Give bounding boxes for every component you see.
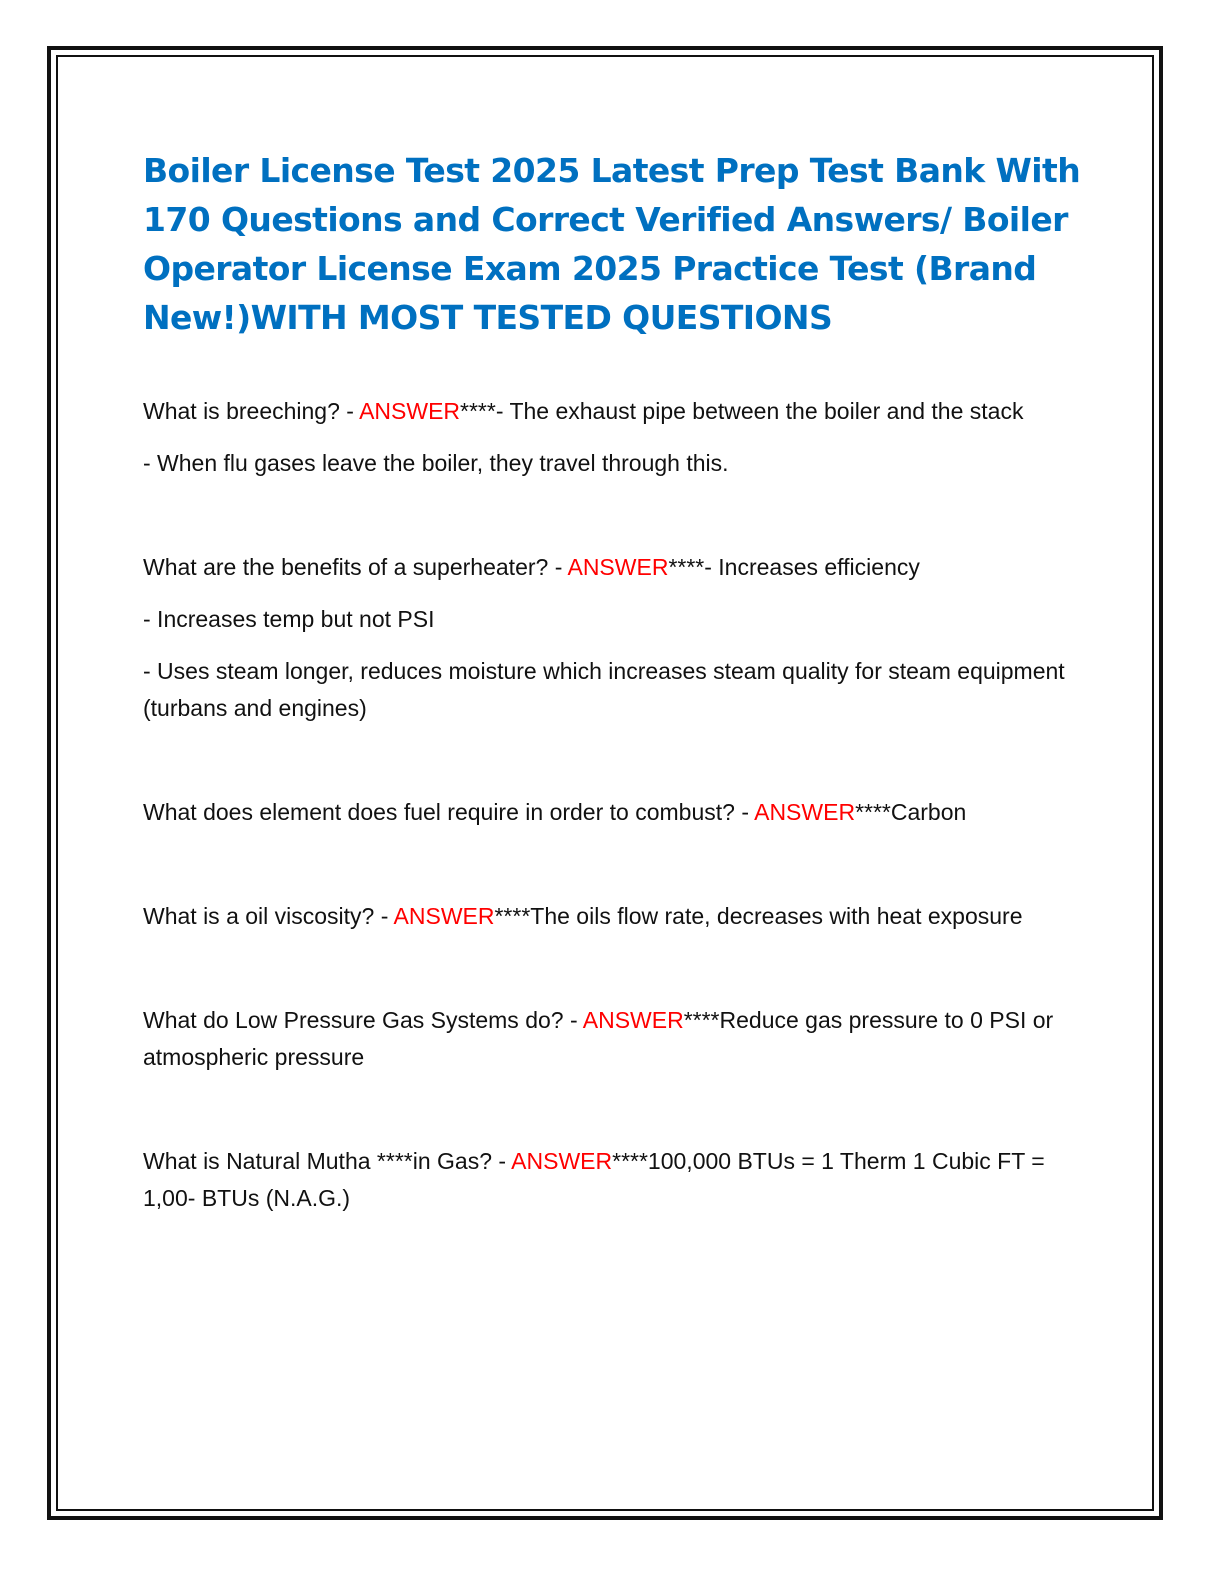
answer-tag: ANSWER: [511, 1148, 613, 1174]
question-text: What is breeching? -: [143, 398, 360, 424]
answer-tag: ANSWER: [582, 1007, 684, 1033]
qa-question-line: [143, 1002, 1083, 1076]
qa-question-line: [143, 1143, 1083, 1217]
qa-question-line: [143, 549, 1083, 586]
answer-detail: - Uses steam longer, reduces moisture which increases steam quality for steam equipment (turbans and engines): [143, 658, 1065, 721]
qa-question-line: [143, 898, 1083, 935]
question-text: What does element does fuel require in order to combust? -: [143, 799, 755, 825]
qa-list: [143, 393, 1083, 1217]
answer-tag: ANSWER: [359, 398, 461, 424]
qa-item: [143, 549, 1083, 727]
answer-text: ****100,000 BTUs = 1 Therm 1 Cubic FT = 1,00- BTUs (N.A.G.): [143, 1148, 1045, 1211]
answer-text: ****- The exhaust pipe between the boiler and the stack: [460, 398, 1024, 424]
answer-text: ****Reduce gas pressure to 0 PSI or atmospheric pressure: [143, 1007, 1054, 1070]
answer-tag: ANSWER: [393, 903, 495, 929]
qa-item: [143, 1002, 1083, 1076]
qa-item: [143, 393, 1083, 482]
answer-detail: - Increases temp but not PSI: [143, 606, 435, 632]
answer-detail: - When flu gases leave the boiler, they travel through this.: [143, 450, 729, 476]
answer-tag: ANSWER: [754, 799, 856, 825]
qa-item: [143, 898, 1083, 935]
document-title: Boiler License Test 2025 Latest Prep Test Bank With 170 Questions and Correct Verified Answers/ Boiler Operator License Exam 2025 Practice Test (Brand New!)WITH MOST TESTED QUESTIONS: [143, 151, 1081, 337]
answer-tag: ANSWER: [567, 554, 669, 580]
question-text: What is Natural Mutha ****in Gas? -: [143, 1148, 512, 1174]
question-text: What are the benefits of a superheater? -: [143, 554, 568, 580]
question-text: What is a oil viscosity? -: [143, 903, 394, 929]
question-text: What do Low Pressure Gas Systems do? -: [143, 1007, 583, 1033]
answer-text: ****The oils flow rate, decreases with heat exposure: [494, 903, 1023, 929]
document-body: [143, 146, 1083, 1217]
answer-text: ****- Increases efficiency: [668, 554, 920, 580]
answer-text: ****Carbon: [855, 799, 967, 825]
qa-item: [143, 794, 1083, 831]
qa-question-line: [143, 393, 1083, 430]
qa-question-line: [143, 794, 1083, 831]
qa-item: [143, 1143, 1083, 1217]
